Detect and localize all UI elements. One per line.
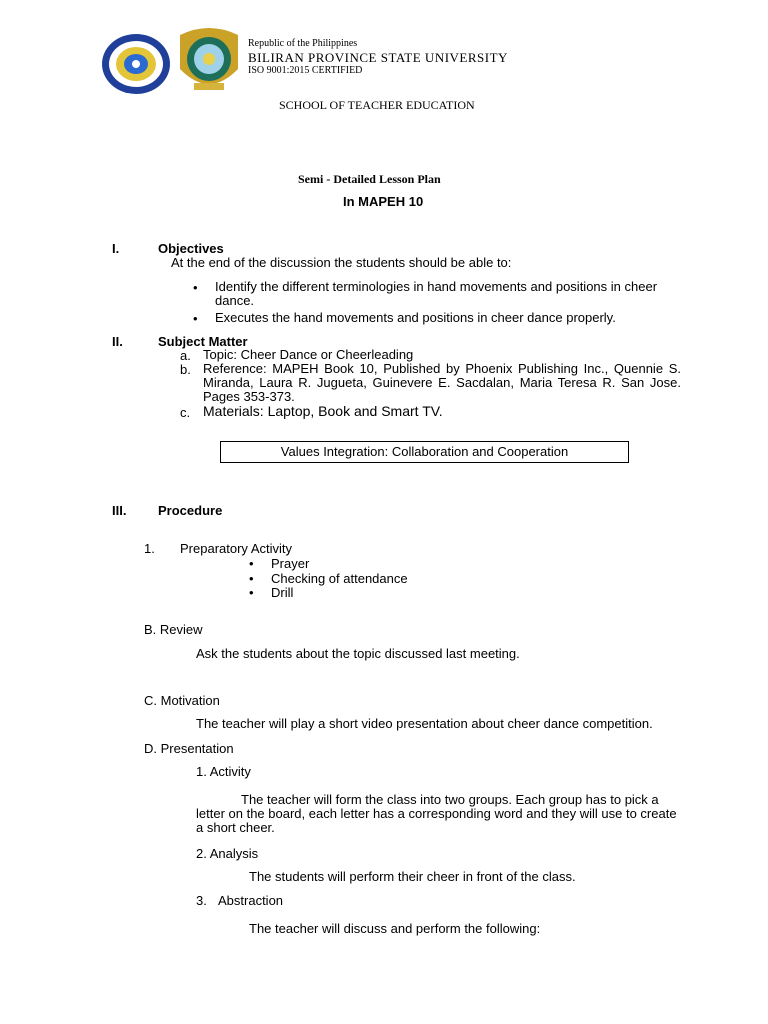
school-name: SCHOOL OF TEACHER EDUCATION xyxy=(279,98,475,112)
bullet-icon: • xyxy=(249,556,254,571)
bullet-icon: • xyxy=(193,311,198,326)
preparatory-item: Prayer xyxy=(271,556,310,571)
list-letter: c. xyxy=(180,405,191,420)
analysis-label: 2. Analysis xyxy=(196,846,259,861)
objectives-heading: Objectives xyxy=(158,241,224,256)
activity-text: The teacher will form the class into two groups. Each group has to pick a letter on the board, each letter has a corresponding word and they will use to create a short cheer. xyxy=(196,792,677,835)
objective-item: Identify the different terminologies in hand movements and positions in cheer dance. xyxy=(215,279,658,308)
objectives-intro: At the end of the discussion the students should be able to: xyxy=(171,255,512,270)
reference-item: Reference: MAPEH Book 10, Published by Phoenix Publishing Inc., Quennie S. Miranda, Laura R. Jugueta, Guinevere E. Sacdalan, Maria Teresa R. San Jose. Pages 353-373. xyxy=(203,361,681,404)
activity-label: 1. Activity xyxy=(196,764,251,779)
motivation-label: C. Motivation xyxy=(144,693,220,708)
republic-label: Republic of the Philippines xyxy=(248,38,358,49)
review-text: Ask the students about the topic discussed last meeting. xyxy=(196,646,520,661)
lesson-plan-title: Semi - Detailed Lesson Plan xyxy=(298,172,441,186)
objective-item: Executes the hand movements and positions in cheer dance properly. xyxy=(215,310,616,325)
materials-item: Materials: Laptop, Book and Smart TV. xyxy=(203,403,443,419)
preparatory-item: Drill xyxy=(271,585,294,600)
analysis-text: The students will perform their cheer in front of the class. xyxy=(249,869,576,884)
values-integration-box: Values Integration: Collaboration and Cooperation xyxy=(220,441,629,463)
university-name: BILIRAN PROVINCE STATE UNIVERSITY xyxy=(248,50,508,65)
list-letter: b. xyxy=(180,362,191,377)
preparatory-number: 1. xyxy=(144,541,155,556)
university-seal-logo xyxy=(101,33,171,95)
list-letter: a. xyxy=(180,348,191,363)
topic-item: Topic: Cheer Dance or Cheerleading xyxy=(203,347,414,362)
bullet-icon: • xyxy=(249,571,254,586)
review-label: B. Review xyxy=(144,622,203,637)
objectives-numeral: I. xyxy=(112,241,120,256)
subject-title: In MAPEH 10 xyxy=(343,194,424,209)
abstraction-text: The teacher will discuss and perform the following: xyxy=(249,921,541,936)
school-seal-logo xyxy=(176,25,242,97)
procedure-heading: Procedure xyxy=(158,503,223,518)
preparatory-activity-label: Preparatory Activity xyxy=(180,541,292,556)
preparatory-item: Checking of attendance xyxy=(271,571,408,586)
procedure-numeral: III. xyxy=(112,503,127,518)
bullet-icon: • xyxy=(193,280,198,295)
presentation-label: D. Presentation xyxy=(144,741,234,756)
bullet-icon: • xyxy=(249,585,254,600)
iso-certification: ISO 9001:2015 CERTIFIED xyxy=(248,65,363,76)
subject-matter-heading: Subject Matter xyxy=(158,334,248,349)
abstraction-number: 3. xyxy=(196,893,207,908)
subject-matter-numeral: II. xyxy=(112,334,123,349)
abstraction-label: Abstraction xyxy=(218,893,284,908)
motivation-text: The teacher will play a short video presentation about cheer dance competition. xyxy=(196,716,653,731)
